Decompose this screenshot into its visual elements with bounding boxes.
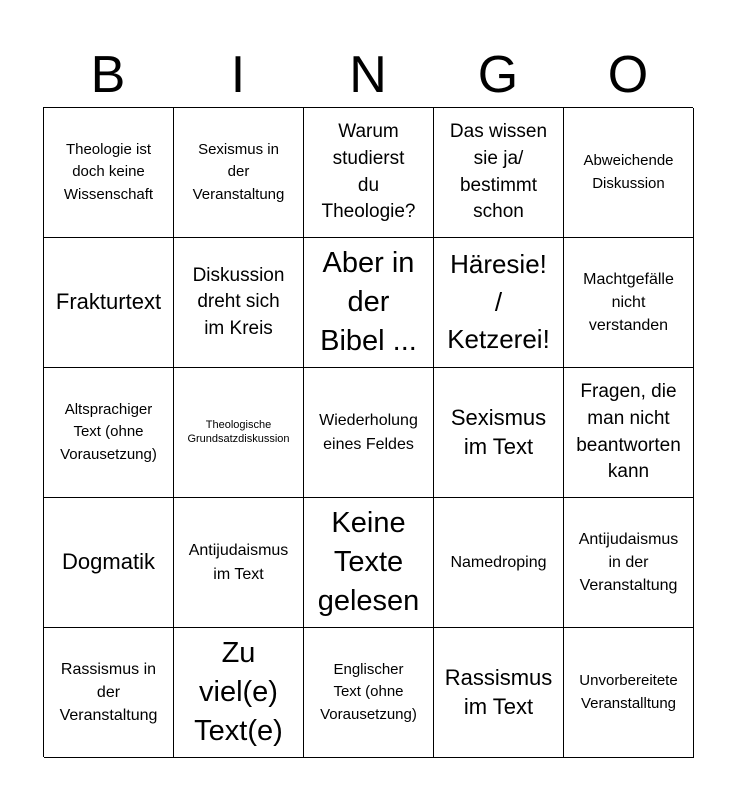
bingo-cell-r5-c3[interactable] — [304, 628, 434, 758]
cell-label: Aber in der Bibel ... — [320, 246, 417, 358]
cell-label: Wiederholung eines Feldes — [319, 412, 418, 453]
cell-label: Keine Texte gelesen — [317, 506, 420, 618]
header-letter-o: O — [607, 46, 649, 104]
bingo-cell-r3-c2[interactable] — [174, 368, 304, 498]
bingo-cell-r1-c4[interactable] — [434, 108, 564, 238]
cell-label: Englischer Text (ohne Vorausetzung) — [320, 660, 417, 723]
cell-label: Theologische Grundsatzdiskussion — [187, 418, 290, 445]
bingo-cell-r3-c5[interactable] — [564, 368, 694, 498]
cell-label: Rassismus im Text — [444, 664, 553, 719]
bingo-cell-r2-c5[interactable] — [564, 238, 694, 368]
cell-label: Altsprachiger Text (ohne Vorausetzung) — [60, 400, 157, 463]
cell-label: Dogmatik — [62, 549, 155, 575]
cell-label: Warum studierst du Theologie? — [321, 121, 416, 223]
bingo-cell-r4-c5[interactable] — [564, 498, 694, 628]
cell-label: Fragen, die man nicht beantworten kann — [576, 381, 681, 483]
cell-label: Theologie ist doch keine Wissenschaft — [63, 140, 154, 203]
bingo-cell-r5-c4[interactable] — [434, 628, 564, 758]
bingo-cell-r2-c2[interactable] — [174, 238, 304, 368]
header-letter-n: N — [349, 46, 387, 104]
cell-label: Frakturtext — [55, 289, 162, 315]
cell-label: Antijudaismus im Text — [188, 542, 289, 583]
cell-label: Namedroping — [450, 553, 547, 571]
bingo-cell-r3-c4[interactable] — [434, 368, 564, 498]
bingo-board — [43, 107, 693, 757]
cell-label: Häresie! / Ketzerei! — [447, 248, 550, 355]
cell-label: Rassismus in der Veranstaltung — [59, 660, 158, 725]
cell-label: Unvorbereitete Veranstalltung — [579, 672, 678, 712]
header-letter-g: G — [477, 46, 519, 104]
bingo-cell-r4-c3[interactable] — [304, 498, 434, 628]
bingo-cell-r4-c4[interactable] — [434, 498, 564, 628]
bingo-cell-r1-c2[interactable] — [174, 108, 304, 238]
bingo-cell-r2-c4[interactable] — [434, 238, 564, 368]
bingo-header — [43, 44, 693, 106]
cell-label: Diskussion dreht sich im Kreis — [192, 264, 285, 339]
cell-label: Abweichende Diskussion — [583, 152, 674, 192]
bingo-cell-r3-c1[interactable] — [44, 368, 174, 498]
cell-label: Antijudaismus in der Veranstaltung — [578, 530, 679, 595]
bingo-cell-r1-c1[interactable] — [44, 108, 174, 238]
header-letter-b: B — [90, 46, 126, 104]
bingo-cell-r1-c3[interactable] — [304, 108, 434, 238]
bingo-cell-r3-c3[interactable] — [304, 368, 434, 498]
cell-label: Sexismus im Text — [450, 404, 547, 459]
header-letter-i: I — [230, 46, 246, 104]
bingo-cell-r2-c3[interactable] — [304, 238, 434, 368]
cell-label: Machtgefälle nicht verstanden — [583, 270, 674, 335]
cell-label: Sexismus in der Veranstaltung — [192, 140, 285, 203]
bingo-cell-r5-c5[interactable] — [564, 628, 694, 758]
cell-label: Zu viel(e) Text(e) — [194, 636, 283, 748]
bingo-cell-r5-c1[interactable] — [44, 628, 174, 758]
bingo-cell-r2-c1[interactable] — [44, 238, 174, 368]
bingo-cell-r4-c1[interactable] — [44, 498, 174, 628]
bingo-cell-r1-c5[interactable] — [564, 108, 694, 238]
bingo-cell-r4-c2[interactable] — [174, 498, 304, 628]
bingo-cell-r5-c2[interactable] — [174, 628, 304, 758]
cell-label: Das wissen sie ja/ bestimmt schon — [449, 121, 548, 223]
